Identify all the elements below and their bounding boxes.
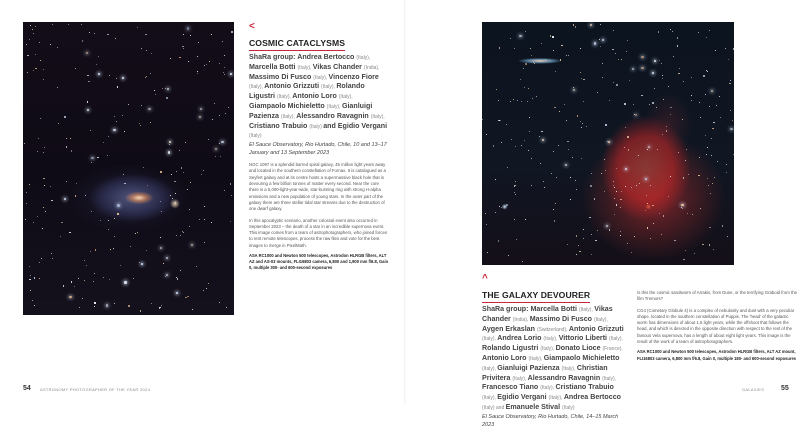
photographer-country: (Italy), bbox=[578, 307, 595, 313]
starfield bbox=[482, 22, 734, 265]
page-number-left: 54 bbox=[23, 385, 31, 392]
photographer-country: (Italy), bbox=[540, 346, 556, 353]
photographer-country: (India), bbox=[512, 316, 530, 323]
photographer-name: Vikas Chander bbox=[482, 305, 613, 323]
photographer-name: and Egidio Vergani bbox=[323, 121, 388, 130]
photographer-name: Andrea Bertocco bbox=[563, 393, 621, 402]
photographer-name: Cristiano Trabuio bbox=[555, 383, 614, 392]
photographer-name: Vittorio Liberti bbox=[558, 334, 610, 343]
photographer-country: (Italy), bbox=[528, 355, 544, 362]
photographer-country: (Italy), bbox=[280, 113, 297, 120]
body-paragraph: In this apocalyptic scenario, another colossal event also occurred in September 2023 – the death of a star in an incredible supernova event. This image comes from a team of astrophotographers, who joined forces to rent remote telescopes, process the raw files and vote for the best images to merge in PixelMath. bbox=[249, 217, 388, 248]
article-cosmic-cataclysms bbox=[249, 22, 389, 272]
photographer-country: (Italy), bbox=[313, 74, 329, 81]
photographer-country: (Italy), bbox=[548, 395, 564, 402]
photographer-name: ShaRa group: Marcella Botti bbox=[482, 305, 579, 313]
up-arrow-marker-icon: ^ bbox=[482, 273, 488, 284]
article-title: COSMIC CATACLYSMS bbox=[249, 38, 345, 51]
running-head-right: GALAXIES bbox=[742, 387, 765, 392]
photographer-name: Giampaolo Michieletto bbox=[543, 353, 620, 362]
photographer-country: (Italy) bbox=[562, 404, 575, 411]
photographer-name: Emanuele Stival bbox=[505, 402, 563, 411]
photographer-credits bbox=[249, 53, 389, 141]
photographer-country: (Italy), bbox=[356, 55, 371, 61]
photographer-country: (Italy), bbox=[321, 84, 337, 91]
photographer-name: Antonio Grizzuti bbox=[264, 82, 322, 91]
photographer-country: (Italy), bbox=[338, 94, 353, 101]
technical-specs: ASA RC1000 and Newton 500 telescopes, Astrodon HLRGB filters, ALT AZ mount, FLI16803 camera, 6,800 mm f/6.8, Gain 0, multiple 180- and 600-second exposures bbox=[637, 349, 797, 361]
photographer-name: Massimo Di Fusco bbox=[249, 72, 314, 81]
article-galaxy-devourer bbox=[482, 274, 626, 429]
photographer-country: (Italy), bbox=[561, 365, 577, 372]
photographer-country: (India), bbox=[363, 64, 380, 71]
photographer-name: Egidio Vergani bbox=[497, 393, 549, 402]
photographer-name: Francesco Tiano bbox=[482, 383, 541, 392]
photographer-country: (Italy), bbox=[540, 385, 556, 392]
location-date: El Sauce Observatory, Rio Hurtado, Chile, 10 and 13–17 January and 13 September 2023 bbox=[249, 142, 387, 157]
technical-specs: ASA RC1000 and Newton 500 telescopes, Astrodon HLRGB filters, ALT AZ and AS-03 mounts, FLI16803 camera, 6,800 and 1,900 mm f/6.8, Gain 0, multiple 300- and 600-second exposures bbox=[249, 253, 389, 271]
body-paragraph: Is this the cosmic sandworm of Arrakis, from Dune, or the terrifying Graboid from the film Tremors? bbox=[637, 290, 797, 302]
photographer-country: (Italy), bbox=[482, 336, 498, 343]
photographer-name: Donato Lioce bbox=[555, 344, 603, 353]
photographer-name: Andrea Lorio bbox=[497, 334, 544, 343]
photographer-country: (Italy), bbox=[602, 375, 617, 382]
photographer-name: Antonio Loro bbox=[482, 353, 529, 362]
nebula-photo-cg4 bbox=[482, 22, 734, 265]
running-head-left: ASTRONOMY PHOTOGRAPHER OF THE YEAR 2024 bbox=[40, 387, 151, 392]
photographer-credits bbox=[482, 305, 626, 413]
photographer-name: Cristiano Trabuio bbox=[249, 121, 310, 130]
photographer-name: Rolando Ligustri bbox=[482, 344, 541, 353]
photographer-name: Rolando Ligustri bbox=[249, 82, 365, 101]
photographer-name: ShaRa group: Andrea Bertocco bbox=[249, 53, 357, 61]
photographer-country: (Italy) bbox=[249, 133, 262, 140]
photographer-country: (Italy), bbox=[249, 84, 265, 91]
photographer-country: (France), bbox=[602, 346, 623, 353]
photographer-country: (Italy), bbox=[326, 103, 342, 110]
photographer-country: (Italy), bbox=[276, 94, 293, 101]
location-date: El Sauce Observatory, Rio Hurtado, Chile, 14–15 March 2023 bbox=[482, 413, 619, 428]
photographer-country: (Italy), bbox=[543, 336, 559, 343]
starfield bbox=[23, 22, 234, 315]
photographer-country: (Italy), bbox=[609, 336, 623, 343]
body-paragraph: NGC 1097 is a splendid barred spiral galaxy, 45 million light years away and located in the southern constellation of Fornax. It is catalogued as a Seyfert galaxy and at its centre hosts a supermassive black hole that is devouring a few billion tonnes of matter every second. Near the core there is a 5,000-light-year-wide, star-bursting ring with strong H-alpha emissions and a new population of young stars. In the outer part of the galaxy there are three stellar tidal star streams due to the destruction of one dwarf galaxy. bbox=[249, 162, 386, 212]
photographer-name: Antonio Grizzuti bbox=[568, 324, 624, 333]
photographer-country: (Italy) bbox=[309, 123, 324, 130]
photographer-name: Antonio Loro bbox=[292, 92, 339, 101]
photographer-name: Alessandro Ravagnin bbox=[296, 111, 371, 120]
photographer-name: Aygen Erkaslan bbox=[482, 324, 537, 333]
photographer-country: (Italy), bbox=[512, 375, 528, 382]
photographer-country: (Italy), bbox=[370, 113, 385, 120]
photographer-name: Alessandro Ravagnin bbox=[527, 373, 603, 382]
article-galaxy-devourer-body bbox=[637, 290, 797, 362]
galaxy-photo-ngc1097 bbox=[23, 22, 234, 315]
photographer-name: Giampaolo Michieletto bbox=[249, 101, 327, 110]
photographer-name: Gianluigi Pazienza bbox=[497, 363, 562, 372]
page-number-right: 55 bbox=[781, 385, 789, 392]
photographer-country: (Switzerland), bbox=[536, 326, 569, 333]
photographer-name: Vincenzo Fiore bbox=[328, 72, 379, 81]
photographer-name: Marcella Botti bbox=[249, 62, 298, 71]
photographer-name: Gianluigi Pazienza bbox=[249, 101, 373, 120]
photographer-country: (Italy), bbox=[593, 316, 608, 323]
photographer-name: Massimo Di Fusco bbox=[529, 314, 594, 323]
photographer-name: Christian Privitera bbox=[482, 363, 608, 382]
photographer-country: (Italy), bbox=[482, 365, 498, 372]
photographer-country: (Italy) and bbox=[482, 404, 506, 411]
body-paragraph: CG4 (Cometary Globule 4) is a complex of nebulosity and dust with a very peculiar shape, located in the southern constellation of Puppis. The 'head' of the galactic worm has dimensions of about 1.5 light years, while the offshoot that follows the head, and which is directed in the opposite direction with respect to the rest of the famous Vela supernova, has a length of about eight light years. This image is the result of the work of a team of astrophotographers. bbox=[637, 307, 795, 345]
photographer-country: (Italy), bbox=[482, 395, 498, 402]
book-gutter bbox=[404, 0, 406, 404]
photographer-name: Vikas Chander bbox=[312, 62, 364, 71]
left-arrow-marker-icon: < bbox=[249, 21, 255, 32]
article-title: THE GALAXY DEVOURER bbox=[482, 290, 590, 303]
photographer-country: (Italy), bbox=[297, 64, 313, 71]
